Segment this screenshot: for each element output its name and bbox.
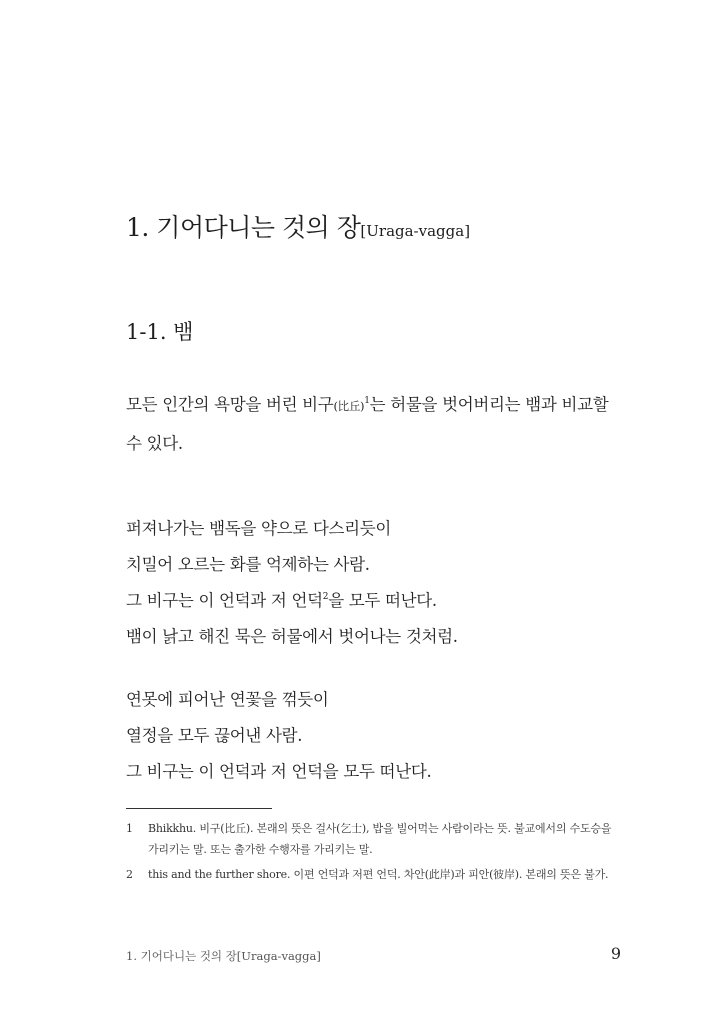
intro-text-after: 는 허물을 벗어버리는 뱀과 비교할 수 있다. [126,395,609,453]
verse-line: 연못에 피어난 연꽃을 꺾듯이 [126,690,329,709]
footnotes [126,818,620,889]
verse-line-text: 을 모두 떠난다. [328,591,437,610]
chapter-title-text: 1. 기어다니는 것의 장 [126,213,361,242]
footnote-divider [126,808,272,809]
intro-paragraph [126,386,626,463]
verse-stanza-1 [126,511,626,655]
verse-line: 뱀이 낡고 해진 묵은 허물에서 벗어나는 것처럼. [126,627,458,646]
footnote-item [126,864,620,885]
chapter-title [126,208,470,251]
section-title: 1-1. 뱀 [126,320,194,344]
intro-hanja: (比丘) [333,399,365,413]
footnote-number: 1 [126,822,133,835]
verse-line: 치밀어 오르는 화를 억제하는 사람. [126,555,370,574]
verse-stanza-2 [126,682,626,790]
chapter-subtitle: [Uraga-vagga] [360,222,471,240]
verse-line: 퍼져나가는 뱀독을 약으로 다스리듯이 [126,519,392,538]
footnote-ref-1[interactable]: 1 [364,396,370,406]
verse-line: 열정을 모두 끊어낸 사람. [126,726,303,745]
page-number: 9 [610,944,621,963]
footnote-number: 2 [126,868,133,881]
verse-line: 그 비구는 이 언덕과 저 언덕을 모두 떠난다. [126,762,432,781]
footnote-item [126,818,620,860]
intro-text-before: 모든 인간의 욕망을 버린 비구 [126,395,334,414]
footnote-text: this and the further shore. 이편 언덕과 저편 언덕. 차안(此岸)과 피안(彼岸). 본래의 뜻은 불가. [148,868,609,881]
verse-line-text: 그 비구는 이 언덕과 저 언덕 [126,591,323,610]
footnote-ref-2[interactable]: 2 [322,592,329,602]
running-head: 1. 기어다니는 것의 장[Uraga-vagga] [126,949,321,963]
verse-line [126,583,626,619]
footnote-text: Bhikkhu. 비구(比丘). 본래의 뜻은 걸사(乞士), 밥을 빌어먹는 사람이라는 뜻. 불교에서의 수도승을 가리키는 말. 또는 출가한 수행자를 가리키는 말. [148,822,612,856]
